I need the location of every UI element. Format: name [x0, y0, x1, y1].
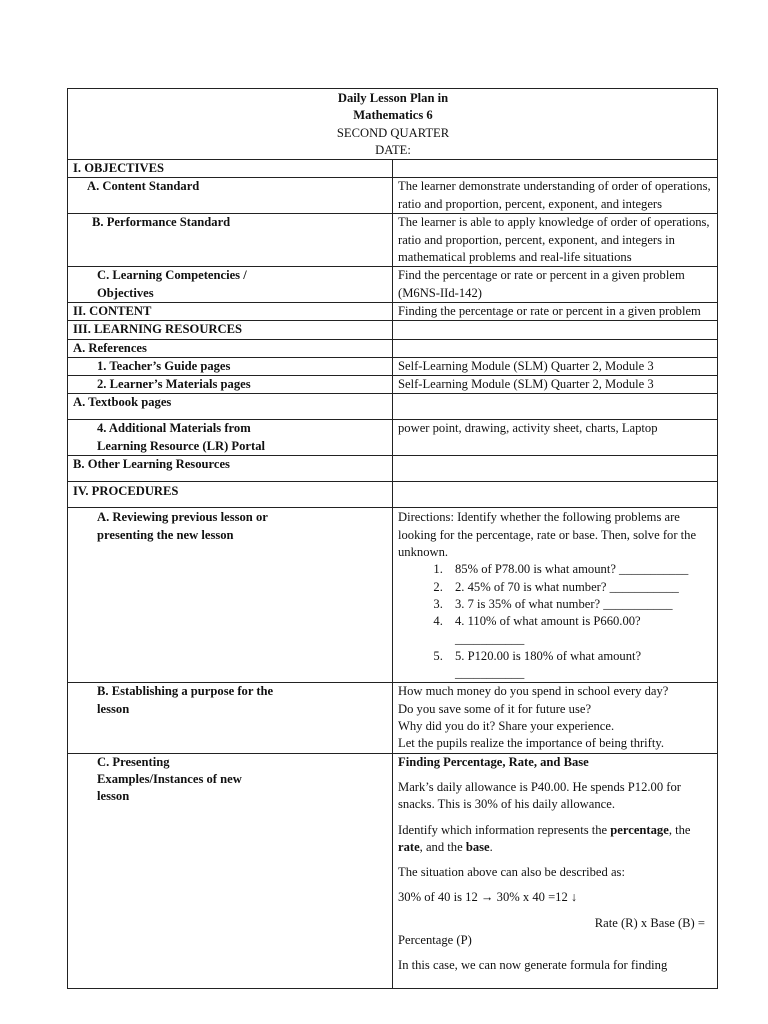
other-resources-label: B. Other Learning Resources — [68, 456, 393, 482]
references-row — [68, 339, 718, 357]
review-content — [393, 508, 718, 683]
objectives-row — [68, 160, 718, 178]
presenting-formula-line2: Percentage (P) — [398, 932, 472, 947]
additional-materials-row — [68, 420, 718, 456]
learners-materials-text: Self-Learning Module (SLM) Quarter 2, Module 3 — [393, 376, 718, 394]
content-row — [68, 302, 718, 320]
header-row — [68, 89, 718, 160]
resources-heading: III. LEARNING RESOURCES — [68, 321, 393, 339]
review-list — [398, 561, 713, 682]
other-resources-row — [68, 456, 718, 482]
content-label: II. CONTENT — [68, 302, 393, 320]
presenting-paragraph-1: Mark’s daily allowance is P40.00. He spends P12.00 for snacks. This is 30% of his daily allowance. — [398, 779, 681, 812]
objectives-heading: I. OBJECTIVES — [68, 160, 393, 178]
purpose-line: Let the pupils realize the importance of being thrifty. — [398, 736, 665, 751]
list-item: 2. 2. 45% of 70 is what number? ___________ — [446, 579, 713, 596]
presenting-paragraph-3: The situation above can also be described as: — [398, 865, 625, 880]
competencies-label — [68, 267, 393, 303]
teachers-guide-row — [68, 357, 718, 375]
purpose-label-line1: B. Establishing a purpose for the — [97, 684, 274, 699]
competencies-label-line2: Objectives — [97, 285, 154, 300]
header-subject: Mathematics 6 — [353, 108, 433, 123]
competencies-text — [393, 267, 718, 303]
performance-standard-label: B. Performance Standard — [68, 214, 393, 267]
textbook-label: A. Textbook pages — [68, 394, 393, 420]
purpose-row — [68, 683, 718, 753]
learners-materials-label: 2. Learner’s Materials pages — [68, 376, 393, 394]
header-cell — [68, 89, 718, 160]
list-item: 5. 5. P120.00 is 180% of what amount? ___________ — [446, 648, 713, 683]
presenting-row — [68, 753, 718, 988]
list-item: 1. 85% of P78.00 is what amount? ___________ — [446, 561, 713, 578]
presenting-paragraph-6: In this case, we can now generate formula for finding — [398, 958, 668, 973]
review-row — [68, 508, 718, 683]
header-quarter: SECOND QUARTER — [336, 125, 450, 140]
presenting-label — [68, 753, 393, 988]
resources-row — [68, 321, 718, 339]
presenting-formula-line1: Rate (R) x Base (B) = — [594, 915, 705, 930]
competencies-text-line2: (M6NS-IId-142) — [398, 285, 482, 300]
performance-standard-text: The learner is able to apply knowledge of order of operations, ratio and proportion, percent, exponent, and integers in mathematical problems and real-life situations — [393, 214, 718, 267]
review-label-line2: presenting the new lesson — [97, 527, 234, 542]
header-date: DATE: — [375, 142, 411, 157]
content-text: Finding the percentage or rate or percent in a given problem — [393, 302, 718, 320]
review-label — [68, 508, 393, 683]
content-standard-label: A. Content Standard — [68, 178, 393, 214]
content-standard-text: The learner demonstrate understanding of order of operations, ratio and proportion, percent, exponent, and integers — [393, 178, 718, 214]
presenting-paragraph-2 — [398, 822, 713, 857]
additional-materials-text: power point, drawing, activity sheet, charts, Laptop — [393, 420, 718, 456]
purpose-line: Do you save some of it for future use? — [398, 701, 592, 716]
purpose-label-line2: lesson — [97, 701, 130, 716]
list-item: 3. 3. 7 is 35% of what number? ___________ — [446, 596, 713, 613]
textbook-row — [68, 394, 718, 420]
content-standard-row — [68, 178, 718, 214]
term-percentage: percentage — [610, 822, 669, 837]
additional-label-line1: 4. Additional Materials from — [97, 421, 251, 436]
purpose-line: How much money do you spend in school every day? — [398, 684, 669, 699]
review-label-line1: A. Reviewing previous lesson or — [97, 510, 268, 525]
teachers-guide-text: Self-Learning Module (SLM) Quarter 2, Module 3 — [393, 357, 718, 375]
performance-standard-row — [68, 214, 718, 267]
presenting-label-line1: C. Presenting — [97, 754, 170, 769]
presenting-label-line2: Examples/Instances of new — [97, 771, 242, 786]
review-directions: Directions: Identify whether the following problems are looking for the percentage, rate or base. Then, solve for the unknown. — [398, 510, 697, 560]
text-span: , and the — [419, 839, 466, 854]
purpose-content — [393, 683, 718, 753]
learners-materials-row — [68, 376, 718, 394]
lesson-plan-table — [67, 88, 718, 989]
purpose-line: Why did you do it? Share your experience. — [398, 719, 615, 734]
presenting-paragraph-4: 30% of 40 is 12 → 30% x 40 =12 ↓ — [398, 890, 578, 905]
text-span: Identify which information represents the — [398, 822, 611, 837]
lesson-plan-sheet — [67, 88, 718, 989]
list-item: 4. 4. 110% of what amount is P660.00? ___________ — [446, 613, 713, 648]
procedures-row — [68, 482, 718, 508]
competencies-row — [68, 267, 718, 303]
teachers-guide-label: 1. Teacher’s Guide pages — [68, 357, 393, 375]
competencies-text-line1: Find the percentage or rate or percent in a given problem — [398, 268, 685, 283]
additional-label-line2: Learning Resource (LR) Portal — [97, 438, 266, 453]
competencies-label-line1: C. Learning Competencies / — [97, 268, 247, 283]
additional-materials-label — [68, 420, 393, 456]
procedures-heading: IV. PROCEDURES — [68, 482, 393, 508]
purpose-label — [68, 683, 393, 753]
presenting-title: Finding Percentage, Rate, and Base — [398, 754, 589, 769]
term-base: base — [465, 839, 490, 854]
presenting-content — [393, 753, 718, 988]
text-span: . — [489, 839, 493, 854]
header-title: Daily Lesson Plan in — [337, 91, 449, 105]
term-rate: rate — [398, 839, 420, 854]
text-span: , the — [668, 822, 691, 837]
presenting-label-line3: lesson — [97, 789, 130, 804]
references-label: A. References — [68, 339, 393, 357]
